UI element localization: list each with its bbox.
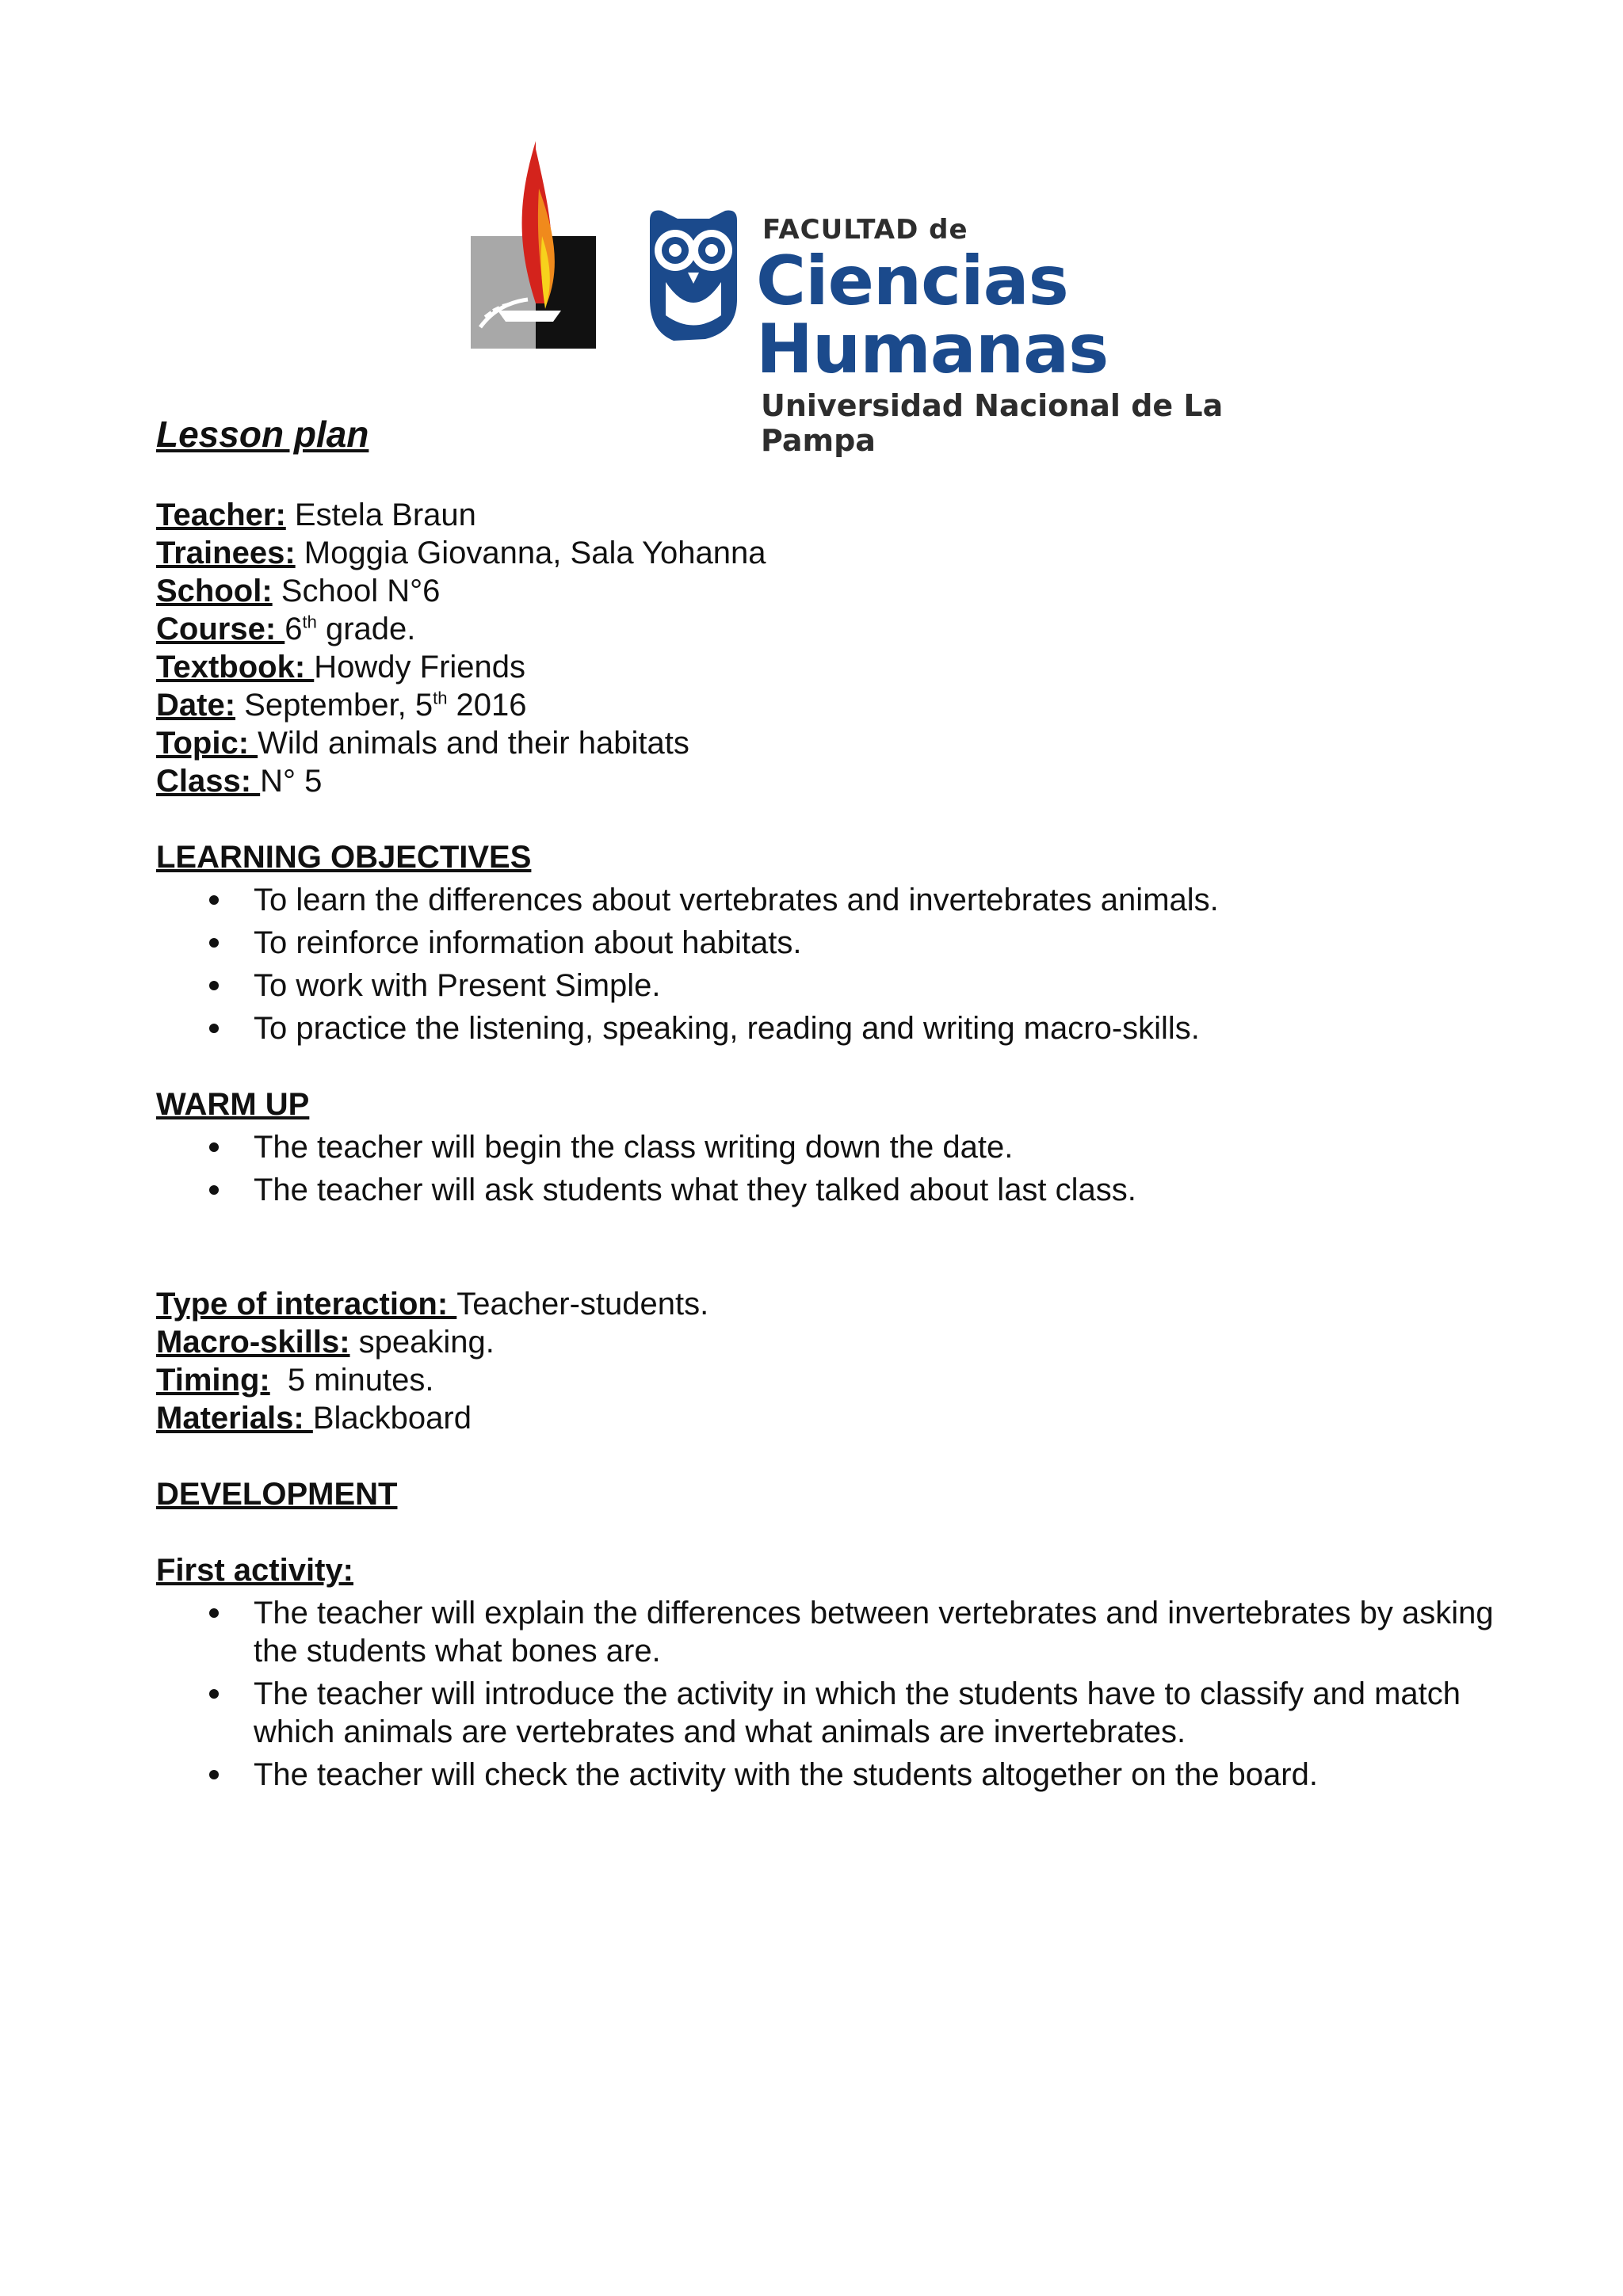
timing-label: Timing:	[156, 1363, 270, 1398]
timing-value: 5 minutes.	[269, 1363, 434, 1398]
macro-skills-value: speaking.	[349, 1325, 495, 1360]
materials-label: Materials:	[156, 1401, 313, 1436]
class-value: N° 5	[260, 764, 323, 799]
topic-field	[156, 724, 1503, 762]
timing-field	[156, 1361, 1503, 1399]
first-activity-heading: First activity:	[156, 1553, 353, 1588]
topic-label: Topic:	[156, 726, 258, 761]
school-label: School:	[156, 574, 273, 608]
faculty-logo	[466, 141, 1330, 458]
list-item: The teacher will explain the differences between vertebrates and invertebrates by asking the students what bones are.	[254, 1594, 1503, 1670]
interaction-type-label: Type of interaction:	[156, 1287, 457, 1322]
logo-name-text: Ciencias Humanas	[756, 242, 1109, 389]
date-value-year: 2016	[447, 688, 527, 723]
list-item: The teacher will begin the class writing down the date.	[254, 1128, 1503, 1166]
topic-value: Wild animals and their habitats	[258, 726, 689, 761]
owl-logo-icon	[642, 204, 745, 347]
school-field	[156, 572, 1503, 610]
teacher-value: Estela Braun	[285, 498, 476, 532]
list-item: The teacher will check the activity with the students altogether on the board.	[254, 1756, 1503, 1794]
course-value-number: 6	[285, 612, 303, 646]
list-item: To work with Present Simple.	[254, 967, 1503, 1005]
course-label: Course:	[156, 612, 285, 646]
school-value: School N°6	[272, 574, 441, 608]
page-title: Lesson plan	[156, 414, 369, 455]
materials-field	[156, 1399, 1503, 1437]
list-item: To reinforce information about habitats.	[254, 924, 1503, 962]
trainees-value: Moggia Giovanna, Sala Yohanna	[295, 536, 766, 570]
macro-skills-field	[156, 1323, 1503, 1361]
warm-up-heading: WARM UP	[156, 1087, 310, 1122]
textbook-label: Textbook:	[156, 650, 315, 685]
trainees-field	[156, 534, 1503, 572]
materials-value: Blackboard	[312, 1401, 472, 1436]
interaction-type-value: Teacher-students.	[456, 1287, 709, 1322]
list-item: The teacher will ask students what they talked about last class.	[254, 1171, 1503, 1209]
date-value: September, 5	[235, 688, 433, 723]
date-field	[156, 686, 1503, 724]
class-field	[156, 762, 1503, 800]
first-activity-list	[156, 1594, 1503, 1794]
logo-faculty-text: FACULTAD de	[762, 214, 968, 246]
textbook-value: Howdy Friends	[314, 650, 526, 685]
logo-university-text: Universidad Nacional de La Pampa	[761, 388, 1224, 458]
teacher-label: Teacher:	[156, 498, 286, 532]
development-heading: DEVELOPMENT	[156, 1477, 398, 1512]
spacer	[156, 1209, 1503, 1285]
lesson-plan-body	[156, 412, 1503, 1794]
trainees-label: Trainees:	[156, 536, 296, 570]
list-item: The teacher will introduce the activity in which the students have to classify and match which animals are vertebrates and what animals are invertebrates.	[254, 1675, 1503, 1751]
date-label: Date:	[156, 688, 236, 723]
course-field	[156, 610, 1503, 648]
list-item: To learn the differences about vertebrates and invertebrates animals.	[254, 881, 1503, 919]
course-value-ordinal: th	[302, 612, 317, 632]
warm-up-list	[156, 1128, 1503, 1209]
textbook-field	[156, 648, 1503, 686]
interaction-type-field	[156, 1285, 1503, 1323]
course-value-rest: grade.	[316, 612, 416, 646]
class-label: Class:	[156, 764, 261, 799]
macro-skills-label: Macro-skills:	[156, 1325, 350, 1360]
list-item: To practice the listening, speaking, reading and writing macro-skills.	[254, 1009, 1503, 1047]
torch-emblem-icon	[466, 141, 601, 355]
objectives-heading: LEARNING OBJECTIVES	[156, 840, 532, 875]
teacher-field	[156, 496, 1503, 534]
date-value-ordinal: th	[433, 688, 448, 708]
objectives-list	[156, 881, 1503, 1047]
